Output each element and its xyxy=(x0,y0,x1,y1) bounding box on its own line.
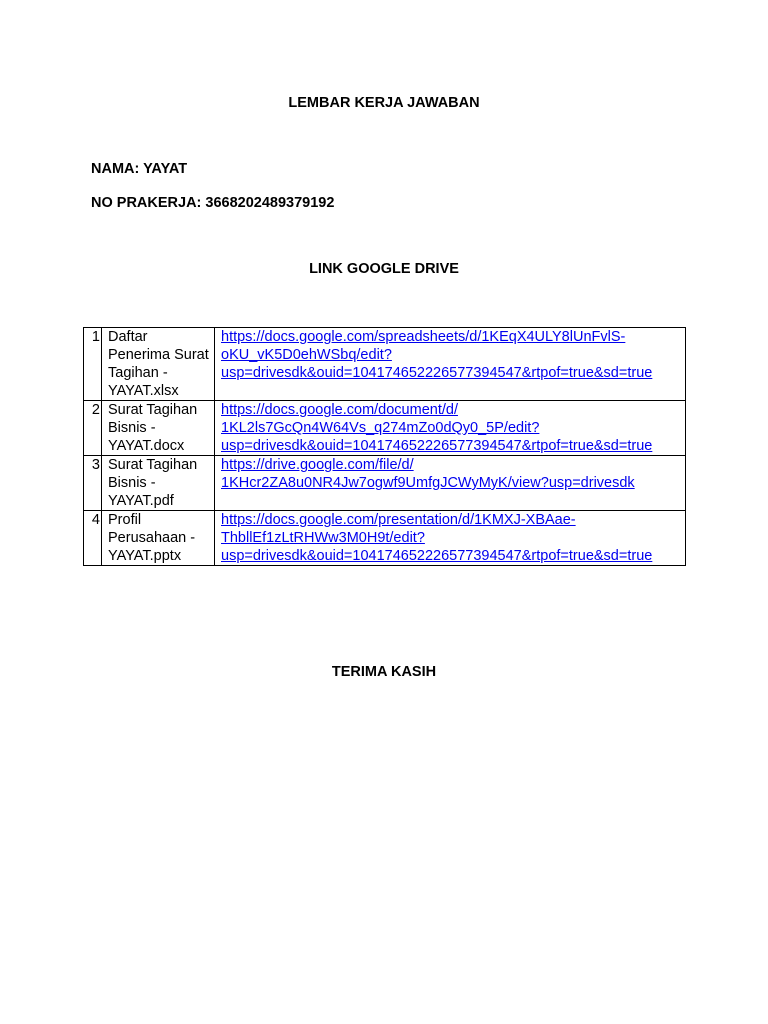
prakerja-number-line: NO PRAKERJA: 3668202489379192 xyxy=(91,195,335,211)
row-number: 4 xyxy=(84,511,102,566)
drive-link[interactable]: https://docs.google.com/presentation/d/1KMXJ-XBAae- ThbllEf1zLtRHWw3M0H9t/edit? usp=drivesdk&ouid=104174652226577394547&rtpof=true&sd=true xyxy=(221,512,653,564)
link-cell xyxy=(215,511,686,566)
file-name: Surat Tagihan Bisnis - YAYAT.docx xyxy=(102,401,215,456)
file-name: Profil Perusahaan - YAYAT.pptx xyxy=(102,511,215,566)
drive-link[interactable]: https://docs.google.com/document/d/ 1KL2ls7GcQn4W64Vs_q274mZo0dQy0_5P/edit? usp=drivesdk&ouid=104174652226577394547&rtpof=true&sd=true xyxy=(221,402,653,454)
row-number: 2 xyxy=(84,401,102,456)
link-section-title: LINK GOOGLE DRIVE xyxy=(309,261,459,277)
closing-text: TERIMA KASIH xyxy=(331,664,437,680)
link-cell xyxy=(215,456,686,511)
table-row xyxy=(84,456,686,511)
table-row xyxy=(84,328,686,401)
row-number: 3 xyxy=(84,456,102,511)
file-name: Surat Tagihan Bisnis - YAYAT.pdf xyxy=(102,456,215,511)
table-row xyxy=(84,401,686,456)
links-table xyxy=(83,327,686,566)
file-name: Daftar Penerima Surat Tagihan - YAYAT.xlsx xyxy=(102,328,215,401)
link-cell xyxy=(215,401,686,456)
row-number: 1 xyxy=(84,328,102,401)
document-heading: LEMBAR KERJA JAWABAN xyxy=(288,95,480,111)
name-line: NAMA: YAYAT xyxy=(91,161,188,177)
drive-link[interactable]: https://drive.google.com/file/d/ 1KHcr2ZA8u0NR4Jw7ogwf9UmfgJCWyMyK/view?usp=drivesdk xyxy=(221,457,635,491)
table-row xyxy=(84,511,686,566)
drive-link[interactable]: https://docs.google.com/spreadsheets/d/1KEqX4ULY8lUnFvlS- oKU_vK5D0ehWSbq/edit? usp=drivesdk&ouid=104174652226577394547&rtpof=true&sd=true xyxy=(221,329,653,381)
link-cell xyxy=(215,328,686,401)
